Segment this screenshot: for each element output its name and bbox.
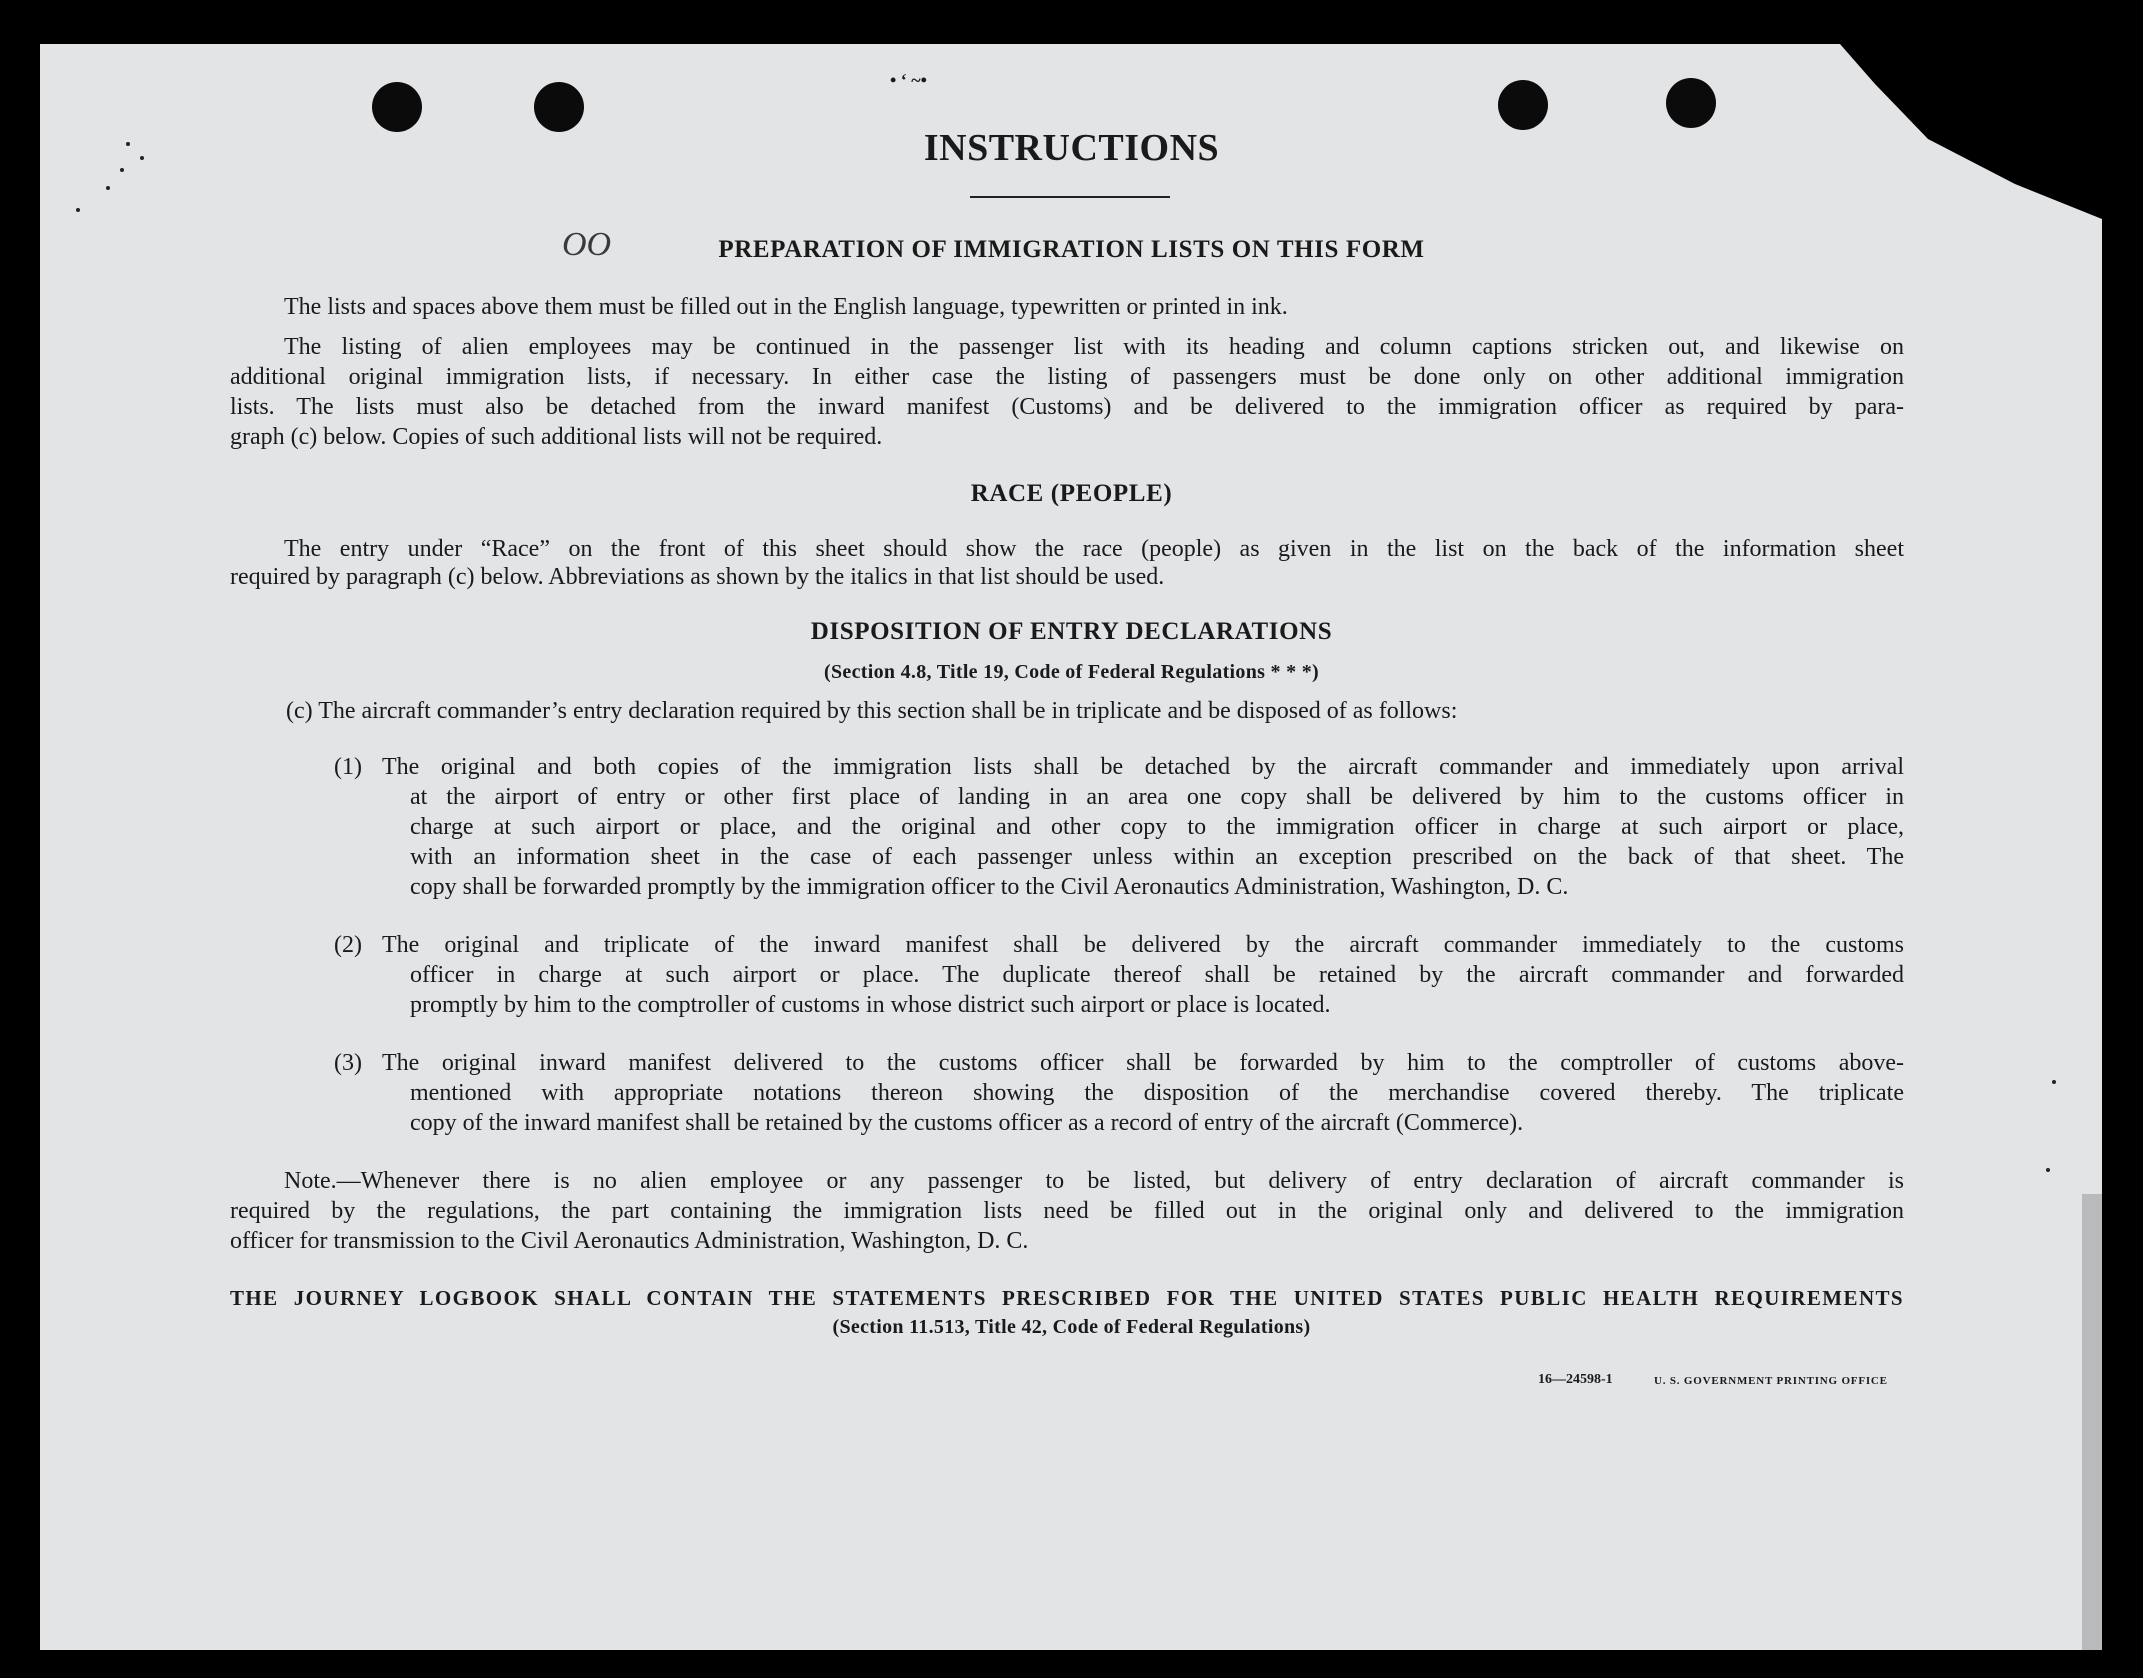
item-line: at the airport of entry or other first place of landing in an area one copy shall be delivered by him to the customs officer in — [410, 784, 1904, 810]
item-line: promptly by him to the comptroller of customs in whose district such airport or place is located. — [410, 992, 1331, 1018]
page-edge-shadow — [2082, 1194, 2102, 1650]
section-heading-preparation: PREPARATION OF IMMIGRATION LISTS ON THIS FORM — [718, 236, 1425, 263]
health-requirement-ref: (Section 11.513, Title 42, Code of Federal Regulations) — [832, 1316, 1311, 1338]
item-line: officer in charge at such airport or place. The duplicate thereof shall be retained by the aircraft commander and forwarded — [410, 962, 1904, 988]
speck — [2052, 1080, 2056, 1084]
item-line: The original inward manifest delivered to the customs officer shall be forwarded by him to the comptroller of customs above- — [382, 1050, 1904, 1076]
handwritten-mark: OO — [562, 226, 612, 263]
punch-hole — [534, 82, 584, 132]
item-line: The original and triplicate of the inward manifest shall be delivered by the aircraft commander immediately to the customs — [382, 932, 1904, 958]
section-heading-race: RACE (PEOPLE) — [970, 480, 1173, 507]
section-heading-disposition: DISPOSITION OF ENTRY DECLARATIONS — [810, 618, 1333, 645]
note-line: required by the regulations, the part containing the immigration lists need be filled out in the original only and delivered to the immigration — [230, 1198, 1904, 1224]
speck — [76, 208, 80, 212]
item-line: mentioned with appropriate notations thereon showing the disposition of the merchandise covered thereby. The triplicate — [410, 1080, 1904, 1106]
item-line: with an information sheet in the case of each passenger unless within an exception prescribed on the back of that sheet. The — [410, 844, 1904, 870]
paragraph-line: The lists and spaces above them must be filled out in the English language, typewritten or printed in ink. — [284, 294, 1288, 320]
item-number: (1) — [334, 754, 362, 780]
item-line: copy of the inward manifest shall be retained by the customs officer as a record of entry of the aircraft (Commerce). — [410, 1110, 1524, 1136]
paragraph-line: graph (c) below. Copies of such additional lists will not be required. — [230, 424, 883, 450]
title-underline — [970, 196, 1170, 198]
punch-hole — [1666, 78, 1716, 128]
speck — [2046, 1168, 2050, 1172]
item-line: charge at such airport or place, and the original and other copy to the immigration officer in charge at such airport or place, — [410, 814, 1904, 840]
punch-hole — [1498, 80, 1548, 130]
paragraph-line: lists. The lists must also be detached from the inward manifest (Customs) and be delivered to the immigration officer as required by para- — [230, 394, 1904, 420]
form-number: 16—24598-1 — [1538, 1372, 1613, 1387]
item-number: (2) — [334, 932, 362, 958]
section-subheading: (Section 4.8, Title 19, Code of Federal Regulations * * *) — [824, 661, 1319, 683]
paragraph-line: additional original immigration lists, if necessary. In either case the listing of passengers must be done only on other additional immigration — [230, 364, 1904, 390]
paragraph-line: The entry under “Race” on the front of this sheet should show the race (people) as given in the list on the back of the information sheet — [284, 536, 1904, 562]
note-line: Note.—Whenever there is no alien employee or any passenger to be listed, but delivery of entry declaration of aircraft commander is — [284, 1168, 1904, 1194]
speck — [106, 186, 110, 190]
page-title: INSTRUCTIONS — [923, 127, 1220, 169]
printer-imprint: U. S. GOVERNMENT PRINTING OFFICE — [1654, 1375, 1888, 1387]
item-number: (3) — [334, 1050, 362, 1076]
top-marks: • ‘ ~• — [890, 70, 927, 90]
health-requirement: THE JOURNEY LOGBOOK SHALL CONTAIN THE STATEMENTS PRESCRIBED FOR THE UNITED STATES PUBLIC HEALTH REQUIREMENTS — [230, 1286, 1904, 1310]
note-line: officer for transmission to the Civil Aeronautics Administration, Washington, D. C. — [230, 1228, 1029, 1254]
paragraph-line: The listing of alien employees may be continued in the passenger list with its heading and column captions stricken out, and likewise on — [284, 334, 1904, 360]
paragraph-intro: (c) The aircraft commander’s entry declaration required by this section shall be in triplicate and be disposed of as follows: — [286, 698, 1458, 724]
paragraph-line: required by paragraph (c) below. Abbreviations as shown by the italics in that list should be used. — [230, 564, 1165, 590]
punch-hole — [372, 82, 422, 132]
item-line: copy shall be forwarded promptly by the immigration officer to the Civil Aeronautics Administration, Washington, D. C. — [410, 874, 1569, 900]
item-line: The original and both copies of the immigration lists shall be detached by the aircraft commander and immediately upon arrival — [382, 754, 1904, 780]
